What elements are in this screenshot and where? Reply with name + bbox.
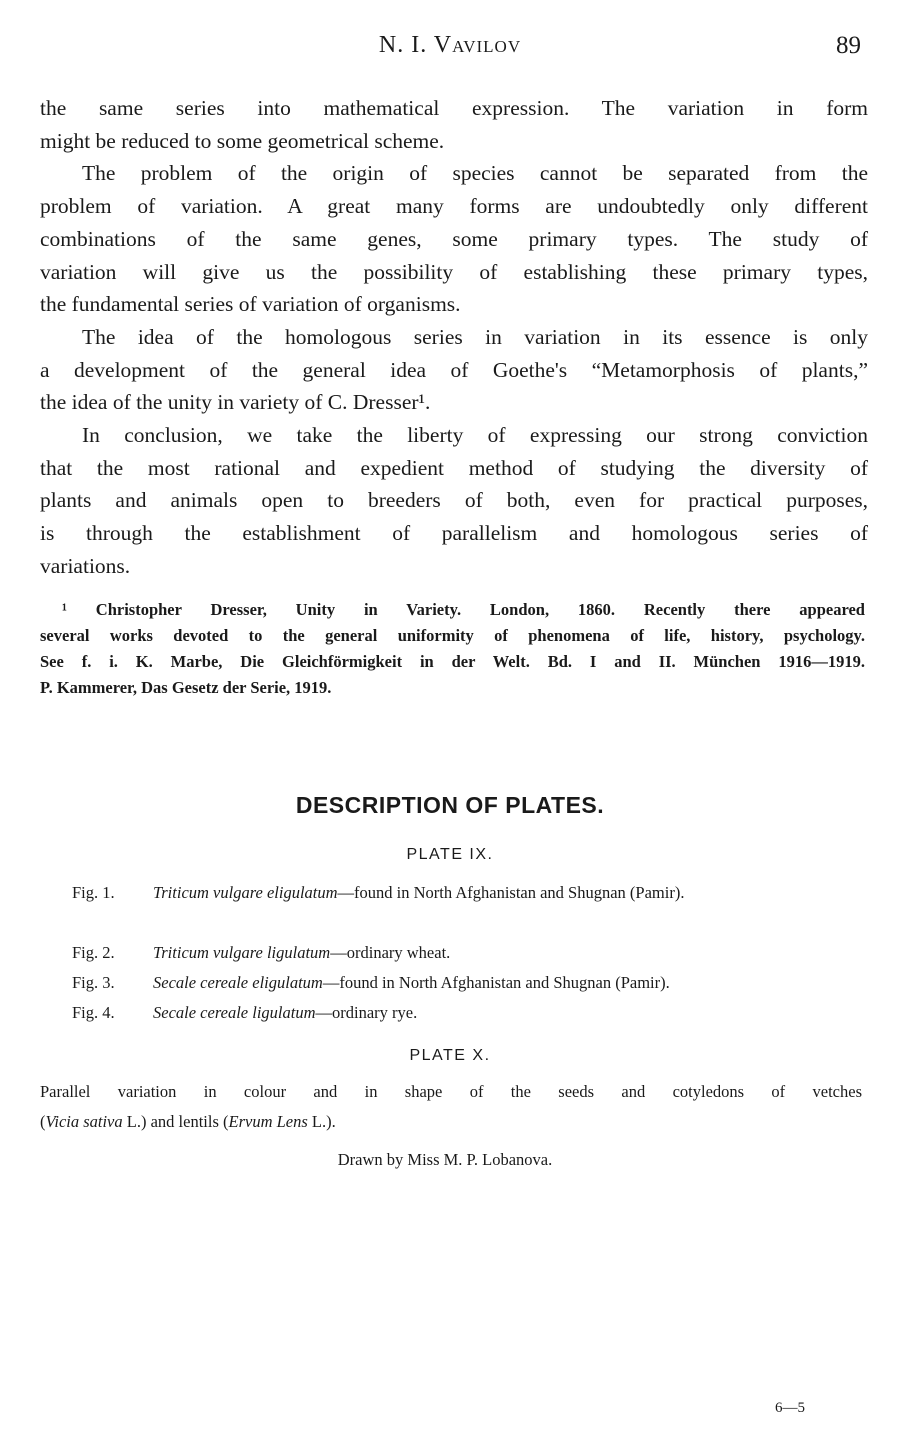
illustrator-credit: Drawn by Miss M. P. Lobanova. <box>337 1150 553 1169</box>
species-name: Triticum vulgare eligulatum <box>153 883 338 902</box>
body-line: that the most rational and expedient method of studying the diversity of <box>40 455 868 480</box>
plate-x-heading: PLATE X. <box>409 1047 491 1064</box>
body-line: variations. <box>40 553 131 578</box>
fig-label: Fig. 1. <box>72 883 115 902</box>
body-line: The problem of the origin of species cannot be separated from the <box>82 161 868 186</box>
body-line: combinations of the same genes, some primary types. The study of <box>40 226 868 251</box>
fig-label: Fig. 2. <box>72 943 115 962</box>
footnote-line: ¹ Christopher Dresser, Unity in Variety. London, 1860. Recently there appeared <box>62 600 865 619</box>
footnote-line: P. Kammerer, Das Gesetz der Serie, 1919. <box>40 678 332 697</box>
body-line: In conclusion, we take the liberty of expressing our strong conviction <box>82 423 868 447</box>
fig-description: —ordinary wheat. <box>330 943 451 962</box>
fig-description: —found in North Afghanistan and Shugnan (Pamir). <box>322 973 670 992</box>
species-name: Secale cereale eligulatum <box>153 973 323 992</box>
species-name: Triticum vulgare ligulatum <box>153 943 331 962</box>
page-number: 89 <box>836 32 861 59</box>
fig-label: Fig. 4. <box>72 1003 115 1022</box>
plate-ix-heading: PLATE IX. <box>406 846 494 863</box>
body-line: might be reduced to some geometrical scheme. <box>40 128 445 153</box>
body-line: the same series into mathematical expression. The variation in form <box>40 96 868 120</box>
footnote-line: several works devoted to the general uniformity of phenomena of life, history, psychology. <box>40 626 865 645</box>
plates-heading: DESCRIPTION OF PLATES. <box>295 792 605 818</box>
species-name: Vicia sativa <box>45 1112 123 1131</box>
plate-x-description-line-1: Parallel variation in colour and in shape of the seeds and cotyledons of vetches <box>40 1082 862 1101</box>
body-line: plants and animals open to breeders of both, even for practical purposes, <box>40 488 868 513</box>
signature-mark: 6—5 <box>775 1400 805 1416</box>
running-header-author: N. I. Vavilov <box>378 32 522 58</box>
body-line: a development of the general idea of Goethe's “Metamorphosis of plants,” <box>40 357 868 382</box>
plate-x-description-line-2 <box>40 1107 862 1137</box>
body-line: the idea of the unity in variety of C. Dresser¹. <box>40 390 431 415</box>
fig-1-caption <box>72 880 862 930</box>
fig-description: —found in North Afghanistan and Shugnan (Pamir). <box>337 883 685 902</box>
fig-description: —ordinary rye. <box>315 1003 418 1022</box>
species-name: Secale cereale ligulatum <box>153 1003 316 1022</box>
text: L.). <box>307 1112 336 1131</box>
body-line: problem of variation. A great many forms are undoubtedly only different <box>40 194 868 219</box>
text: ( <box>40 1112 46 1131</box>
body-line: is through the establishment of parallelism and homologous series of <box>40 521 868 546</box>
species-name: Ervum Lens <box>228 1112 308 1131</box>
body-line: The idea of the homologous series in variation in its essence is only <box>82 324 868 349</box>
footnote-line: See f. i. K. Marbe, Die Gleichförmigkeit in der Welt. Bd. I and II. München 1916—1919. <box>40 652 865 671</box>
text: L.) and lentils ( <box>122 1112 229 1131</box>
body-line: the fundamental series of variation of organisms. <box>40 292 461 317</box>
body-line: variation will give us the possibility of establishing these primary types, <box>40 259 868 284</box>
fig-label: Fig. 3. <box>72 973 115 992</box>
